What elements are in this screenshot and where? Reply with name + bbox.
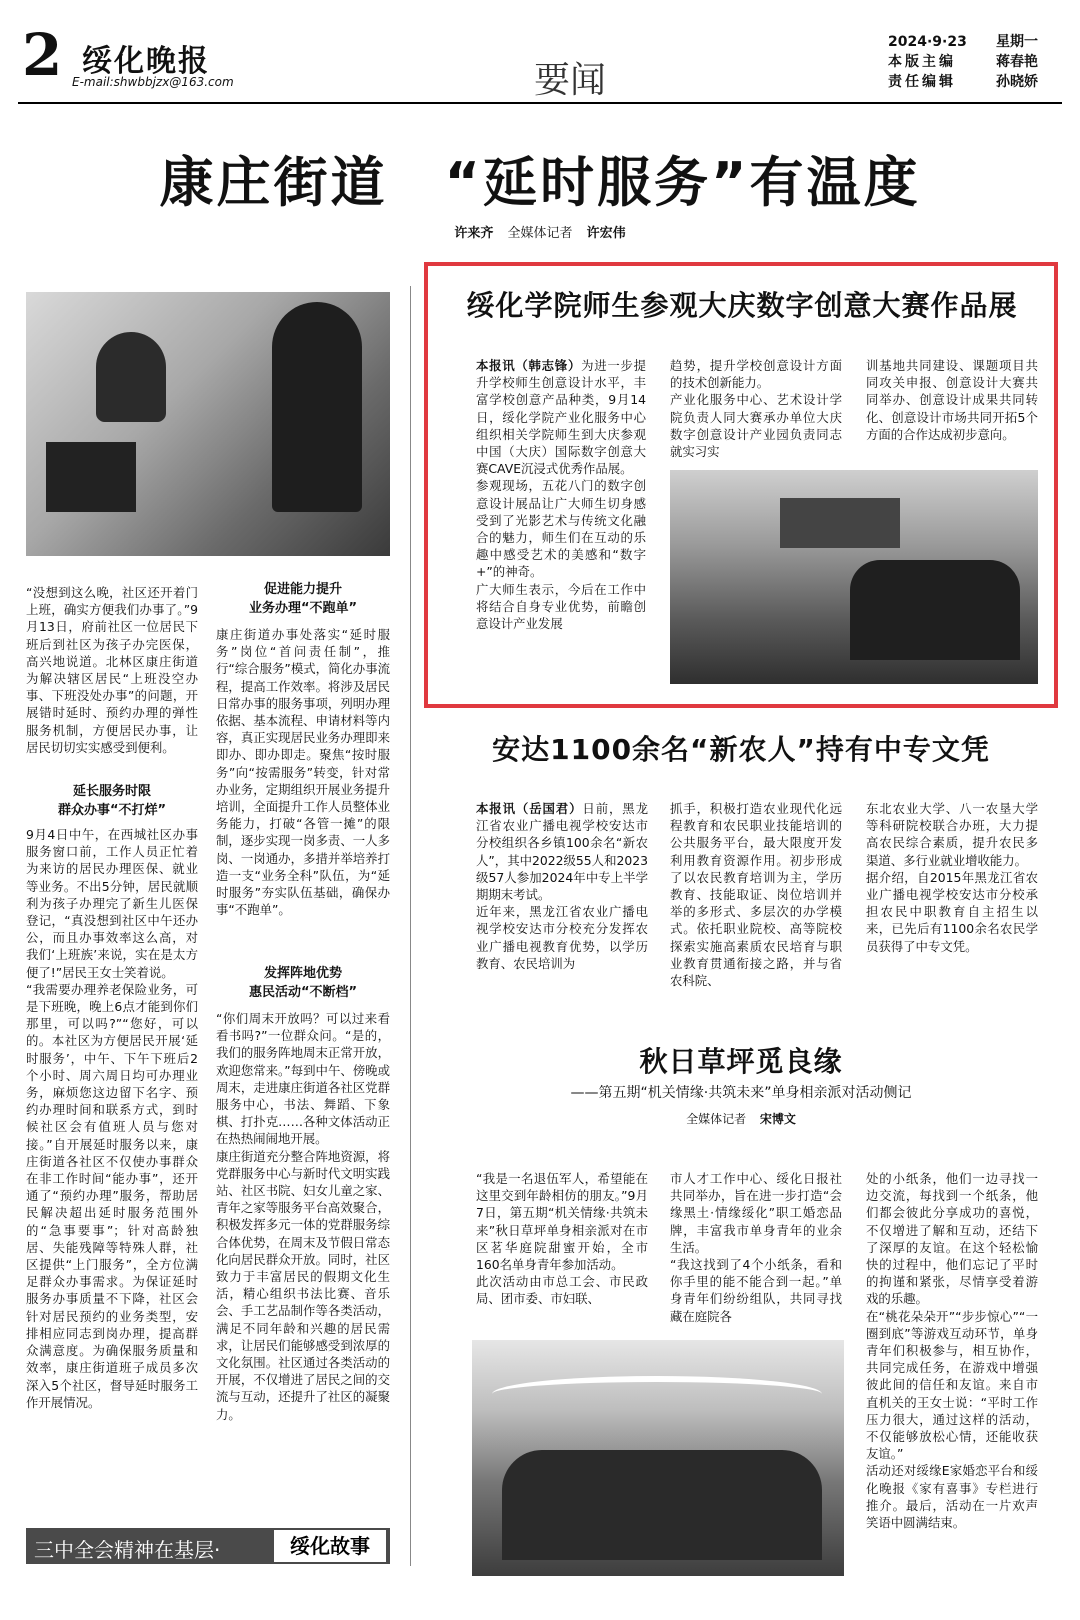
story2-lead-tag: 本报讯（韩志锋）: [476, 358, 582, 373]
story2-col1-text: 为进一步提升学校师生创意设计水平，丰富学校创意产品种类，9月14日，绥化学院产业化服务中心组织相关学院师生到大庆参观中国（大庆）国际数字创意大赛CAVE沉浸式优秀作品展。 参观现场，五花八门的数字创意设计展品让广大师生切身感受到了光影艺术与传统文化融合的魅力，师生们在互动的乐趣中感受艺术的美感和“数字+”的神奇。 广大师生表示，今后在工作中将结合自身专业优势，前瞻创意设计产业发展: [476, 358, 647, 632]
story3-col2: 抓手，积极打造农业现代化远程教育和农民职业技能培训的公共服务平台，最大限度开发利用教育资源作用。初步形成了以农民教育培训为主，学历教育、技能取证、岗位培训并举的多形式、多层次的办学模式。依托职业院校、高等院校探索实施高素质农民培育与职业教育贯通衔接之路，并与省农科院、: [670, 801, 842, 989]
masthead-logo: 绥化晚报: [82, 44, 210, 79]
story4-byline-name: 宋博文: [759, 1112, 796, 1126]
lead-col1-body: 9月4日中午，在西城社区办事服务窗口前，工作人员正忙着为来访的居民办理医保、就业等业务。不出5分钟，居民就顺利为孩子办理完了新生儿医保登记，“真没想到社区中午还办公，而且办事效率这么高，对我们‘上班族’来说，实在是太方便了!”居民王女士笑着说。 “我需要办理养老保险业务，可是下班晚，晚上6点才能到你们那里，可以吗?”“您好，可以的。本社区为方便居民开展‘延时服务’，中午、下午下班后2个小时、周六周日均可办理业务，麻烦您这边留下名字、预约办理时间和联系方式，到时候社区会有值班人员与您对接。”自开展延时服务以来，康庄街道各社区不仅使办事群众在非工作时间“能办事”，还开通了“预约办理”服务，帮助居民解决超出延时服务范围外的“急事要事”；针对高龄独居、失能残障等特殊人群，社区提供“上门服务”，全方位满足群众办事需求。为保证延时服务办事质量不下降，社区会针对居民预约的业务类型，安排相应同志到岗办理，提高群众满意度。为确保服务质量和效率，康庄街道班子成员多次深入5个社区，督导延时服务工作开展情况。: [26, 827, 198, 1410]
lead-subhead-2: 促进能力提升 业务办理“不跑单”: [248, 582, 358, 616]
footer-banner: [26, 1528, 390, 1564]
story2-headline: 绥化学院师生参观大庆数字创意大赛作品展: [466, 289, 1018, 322]
byline-role: 全媒体记者: [507, 226, 573, 241]
date: 2024·9·23: [888, 34, 967, 50]
story4-col1: “我是一名退伍军人，希望能在这里交到年龄相仿的朋友。”9月7日，第五期“机关情缘·共筑未来”秋日草坪单身相亲派对在市区茗华庭院甜蜜开始，全市160名单身青年参加活动。 此次活动由市总工会、市民政局、团市委、市妇联、: [476, 1171, 648, 1307]
responsible-editor-label: 责任编辑: [888, 74, 956, 90]
photo-crowd: [850, 560, 1020, 660]
page-number: 2: [22, 21, 63, 89]
header-rule: [18, 102, 1062, 104]
lead-photo: [26, 292, 390, 556]
responsible-editor: 孙晓娇: [996, 74, 1038, 90]
story3-lead-tag: 本报讯（岳国君）: [476, 801, 583, 816]
lead-subhead-1: 延长服务时限 群众办事“不打烊”: [57, 784, 167, 818]
photo-display-screen: [780, 498, 900, 548]
story3-col3: 东北农业大学、八一农垦大学等科研院校联合办班，大力提高农民综合素质，提升农民多渠道、多行业就业增收能力。 据介绍，自2015年黑龙江省农业广播电视学校安达市分校承担农民中职教育自主招生以来，已先后有1100余名农民学员获得了中专文凭。: [866, 801, 1038, 954]
story4-byline: [424, 1110, 1058, 1127]
story2-col1: [476, 357, 646, 632]
photo-monitor: [46, 442, 136, 512]
story2-col3: 训基地共同建设、课题项目共同攻关申报、创意设计大赛共同举办、创意设计成果共同转化、创意设计市场共同开拓5个方面的合作达成初步意向。: [866, 358, 1038, 442]
lead-col2-body-b: “你们周末开放吗？可以过来看看书吗?”一位群众问。“是的，我们的服务阵地周末正常开放，欢迎您常来。”每到中午、傍晚或周末，走进康庄街道各社区党群服务中心，书法、舞蹈、下象棋、打扑克……各种文体活动正在热热闹闹地开展。 康庄街道充分整合阵地资源，将党群服务中心与新时代文明实践站、社区书院、妇女儿童之家、青年之家等服务平台高效聚合，积极发挥多元一体的党群服务综合体优势，在周末及节假日常态化向居民群众开放。同时，社区致力于丰富居民的假期文化生活，精心组织书法比赛、音乐会、手工艺品制作等各类活动，满足不同年龄和兴趣的居民需求，让居民们能够感受到浓厚的文化氛围。社区通过各类活动的开展，不仅增进了居民之间的交流与互动，还提升了社区的凝聚力。: [216, 1011, 390, 1422]
chief-editor-label: 本版主编: [888, 54, 956, 70]
photo-figure-man: [272, 302, 362, 512]
story4-col3: 处的小纸条，他们一边寻找一边交流，每找到一个纸条，他们都会彼此分享成功的喜悦，不仅增进了解和互动，还结下了深厚的友谊。在这个轻松愉快的过程中，他们忘记了平时的拘谨和紧张，尽情享受着游戏的乐趣。 在“桃花朵朵开”“步步惊心”“一圈到底”等游戏互动环节，单身青年们积极参与，相互协作，共同完成任务，在游戏中增强彼此间的信任和友谊。来自市直机关的王女士说：“平时工作压力很大，通过这样的活动，不仅能够放松心情，还能收获友谊。” 活动还对绥缘E家婚恋平台和绥化晚报《家有喜事》专栏进行推介。最后，活动在一片欢声笑语中圆满结束。: [866, 1171, 1038, 1531]
chief-editor: 蒋春艳: [996, 54, 1038, 70]
story3-col1-text: 日前，黑龙江省农业广播电视学校安达市分校组织各乡镇100余名“新农人”，其中2022级55人和2023级57人参加2024年中专上半学期期末考试。 近年来，黑龙江省农业广播电视学校安达市分校充分发挥农业广播电视教育优势，以学历教育、农民培训为: [476, 801, 648, 971]
story2-col2: 趋势，提升学校创意设计方面的技术创新能力。 产业化服务中心、艺术设计学院负责人同大赛承办单位大庆数字创意设计产业园负责同志就实习实: [670, 358, 842, 460]
story4-col2: 市人才工作中心、绥化日报社共同举办，旨在进一步打造“会缘黑土·情缘绥化”职工婚恋品牌，丰富我市单身青年的业余生活。 “我这找到了4个小纸条，看和你手里的能不能合到一起。”单身青年们纷纷组队，共同寻找藏在庭院各: [670, 1171, 842, 1324]
photo-figure-woman: [96, 332, 166, 422]
lead-byline: [0, 222, 1080, 241]
story3-headline: 安达1100余名“新农人”持有中专文凭: [492, 733, 990, 766]
story3-col1: [476, 800, 648, 972]
banner-right-text: 绥化故事: [274, 1530, 386, 1562]
photo-crowd: [502, 1450, 822, 1560]
story4-byline-role: 全媒体记者: [686, 1112, 747, 1126]
weekday: 星期一: [996, 34, 1038, 50]
email: E-mail:shwbbjzx@163.com: [72, 75, 234, 89]
photo-pergola: [492, 1376, 822, 1412]
lead-subhead-3: 发挥阵地优势 惠民活动“不断档”: [248, 966, 358, 1000]
story4-photo: [472, 1340, 844, 1576]
lead-headline: 康庄街道 “延时服务”有温度: [159, 151, 921, 214]
byline-b: 许宏伟: [586, 226, 626, 241]
lead-col1-intro: “没想到这么晚，社区还开着门上班，确实方便我们办事了。”9月13日，府前社区一位居民下班后到社区为孩子办完医保，高兴地说道。北林区康庄街道为解决辖区居民“上班没空办事、下班没处办事”的问题，开展错时延时、预约办理的弹性服务机制，方便居民办事，让居民切切实实感受到便利。: [26, 585, 198, 755]
banner-left-text: 三中全会精神在基层·: [34, 1538, 221, 1562]
byline-a: 许来齐: [454, 226, 494, 241]
column-divider: [410, 286, 411, 1566]
story4-subtitle: ——第五期“机关情缘·共筑未来”单身相亲派对活动侧记: [570, 1085, 912, 1101]
lead-col2-body-a: 康庄街道办事处落实“延时服务”岗位“首问责任制”，推行“综合服务”模式，简化办事流程，提高工作效率。将涉及居民日常办事的服务事项，列明办理依据、基本流程、申请材料等内容，真正实现居民业务办理即来即办、即办即走。聚焦“按时服务”向“按需服务”转变，针对常办业务，定期组织开展业务提升培训，全面提升工作人员整体业务能力，打破“各管一摊”的限制，逐步实现一岗多责、一人多岗、一岗通办，多措并举培养打造一支“业务全科”队伍，为“延时服务”夯实队伍基础，确保办事“不跑单”。: [216, 627, 390, 918]
story2-photo: [670, 470, 1038, 684]
section-title: 要闻: [533, 60, 606, 101]
story4-headline: 秋日草坪觅良缘: [639, 1045, 843, 1078]
